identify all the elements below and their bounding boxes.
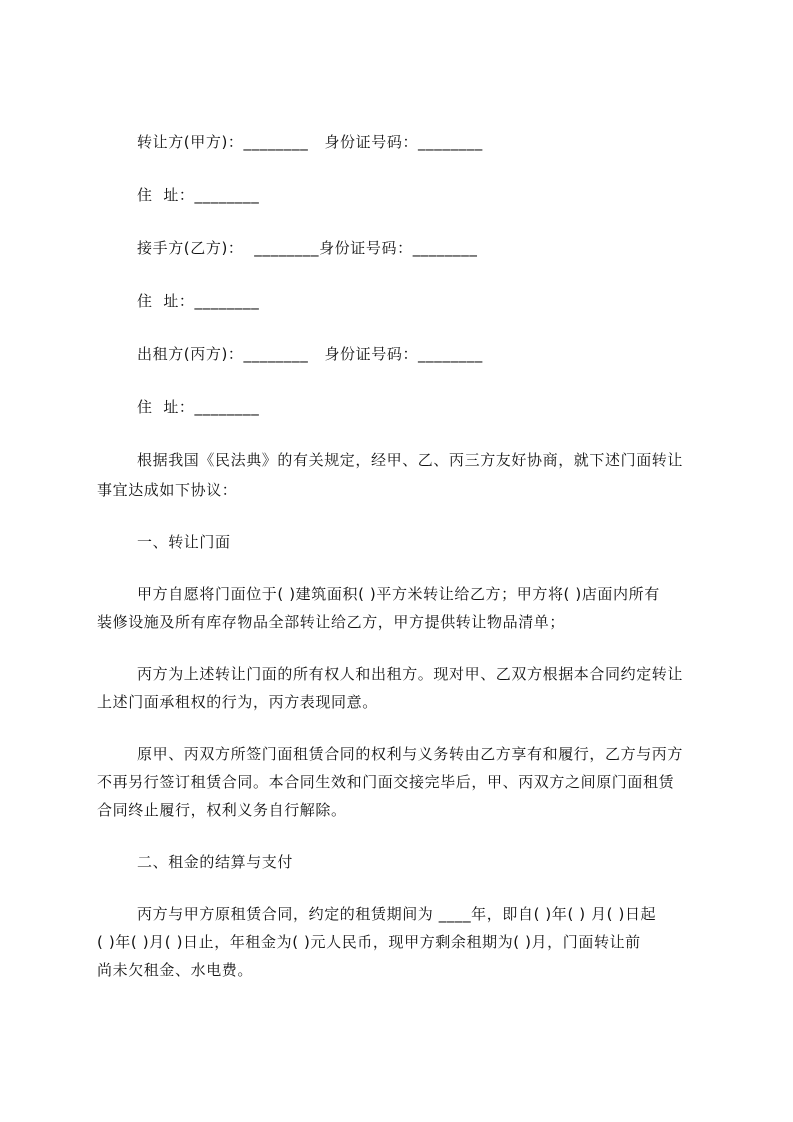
transferee-address-label: 住 址： [137,292,195,310]
section-1-heading: 一、转让门面 [137,533,231,551]
lessor-id-label: 身份证号码： [324,345,419,363]
transferor-name-blank: ________ [243,133,309,151]
lessor-address-label: 住 址： [137,398,195,416]
intro-line-2: 事宜达成如下协议： [97,481,238,499]
transferee-id-blank: ________ [412,239,478,257]
transferee-address-row [137,291,259,311]
transferor-label: 转让方(甲方)： [137,133,244,151]
lessor-address-blank: ________ [194,398,260,416]
transferee-label: 接手方(乙方)： [137,239,244,257]
section-2-p1-line-2: ( )年( )月( )日止，年租金为( )元人民币，现甲方剩余租期为( )月，门面转让前 [97,933,641,951]
transferor-id-blank: ________ [418,133,483,151]
section-1-p3-line-1: 原甲、丙双方所签门面租赁合同的权利与义务转由乙方享有和履行，乙方与丙方 [137,745,684,763]
lessor-row [137,344,483,364]
transferor-address-row [137,185,259,205]
intro-line-1: 根据我国《民法典》的有关规定，经甲、乙、丙三方友好协商，就下述门面转让 [137,451,684,469]
lessor-address-row [137,397,259,417]
section-1-p2-line-2: 上述门面承租权的行为，丙方表现同意。 [97,693,378,711]
section-2-p1-line-1: 丙方与甲方原租赁合同，约定的租赁期间为 ____年，即自( )年( ) 月( )日起 [137,905,657,923]
section-1-p3-line-2: 不再另行签订租赁合同。本合同生效和门面交接完毕后，甲、丙双方之间原门面租赁 [97,773,675,791]
lessor-name-blank: ________ [243,345,309,363]
transferee-row [137,238,478,258]
section-1-p1-line-2: 装修设施及所有库存物品全部转让给乙方，甲方提供转让物品清单； [97,613,566,631]
transferee-id-label: 身份证号码： [319,239,413,257]
section-1-p1-line-1: 甲方自愿将门面位于( )建筑面积( )平方米转让给乙方；甲方将( )店面内所有 [137,585,660,603]
lessor-id-blank: ________ [418,345,483,363]
section-1-p3-line-3: 合同终止履行，权利义务自行解除。 [97,801,347,819]
transferee-name-blank: ________ [254,239,320,257]
transferor-row [137,132,483,152]
transferor-address-label: 住 址： [137,186,195,204]
transferor-address-blank: ________ [194,186,260,204]
section-1-p2-line-1: 丙方为上述转让门面的所有权人和出租方。现对甲、乙双方根据本合同约定转让 [137,665,684,683]
section-2-p1-line-3: 尚未欠租金、水电费。 [97,961,254,979]
lessor-label: 出租方(丙方)： [137,345,244,363]
transferee-address-blank: ________ [194,292,260,310]
section-2-heading: 二、租金的结算与支付 [137,853,294,871]
transferor-id-label: 身份证号码： [324,133,419,151]
